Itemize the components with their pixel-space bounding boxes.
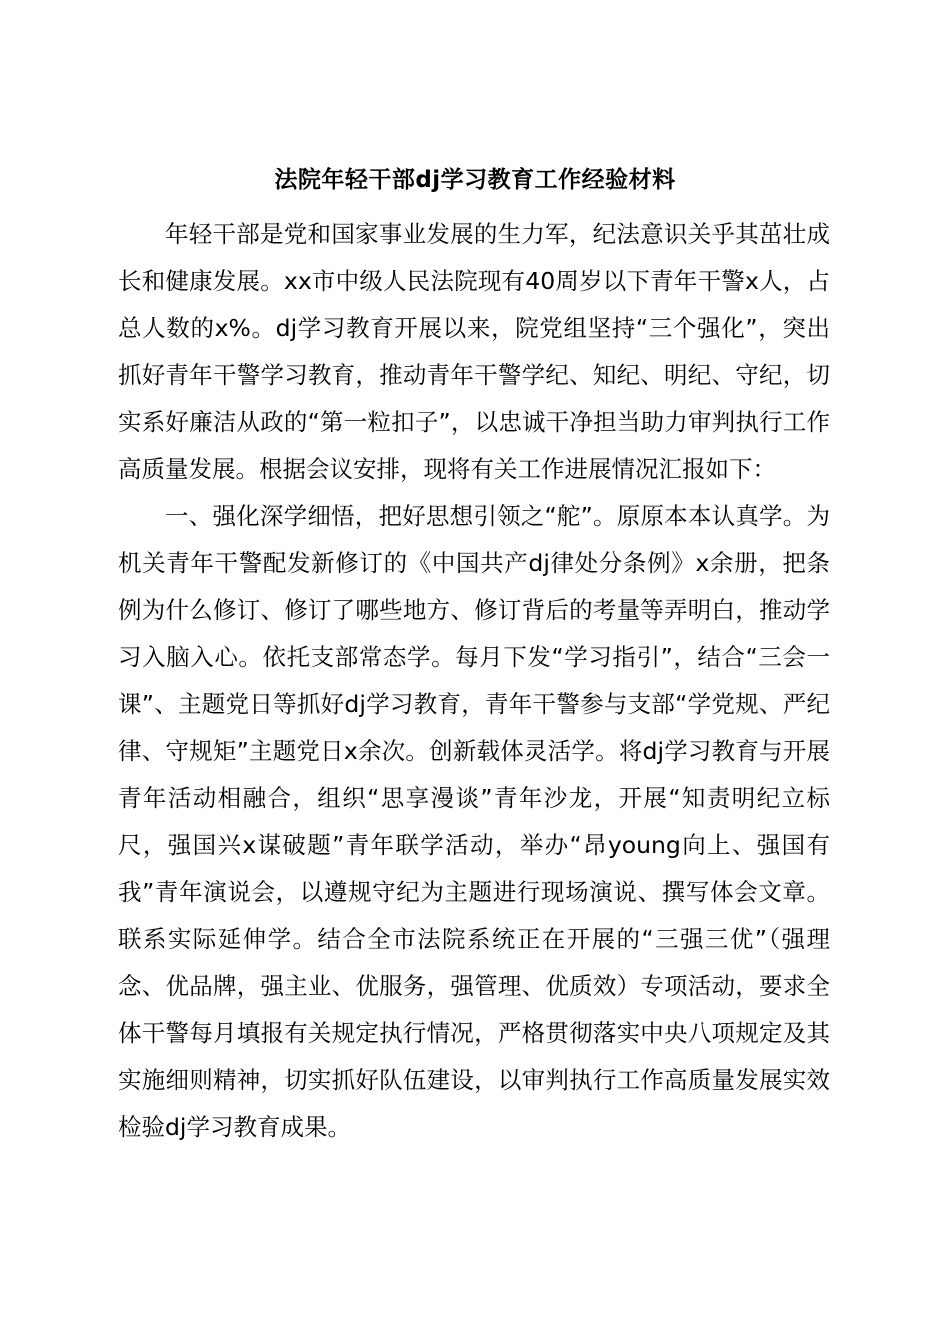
paragraph-intro: 年轻干部是党和国家事业发展的生力军，纪法意识关乎其茁壮成长和健康发展。xx市中级人民法院现有40周岁以下青年干警x人，占总人数的x%。dj学习教育开展以来，院党组坚持“三个强化”，突出抓好青年干警学习教育，推动青年干警学纪、知纪、明纪、守纪，切实系好廉洁从政的“第一粒扣子”，以忠诚干净担当助力审判执行工作高质量发展。根据会议安排，现将有关工作进展情况汇报如下： <box>118 220 830 483</box>
document-body <box>118 211 830 1151</box>
paragraph-section-one: 一、强化深学细悟，把好思想引领之“舵”。原原本本认真学。为机关青年干警配发新修订的《中国共产dj律处分条例》x余册，把条例为什么修订、修订了哪些地方、修订背后的考量等弄明白，推动学习入脑入心。依托支部常态学。每月下发“学习指引”，结合“三会一课”、主题党日等抓好dj学习教育，青年干警参与支部“学党规、严纪律、守规矩”主题党日x余次。创新载体灵活学。将dj学习教育与开展青年活动相融合，组织“思享漫谈”青年沙龙，开展“知责明纪立标尺，强国兴x谋破题”青年联学活动，举办“昂young向上、强国有我”青年演说会，以遵规守纪为主题进行现场演说、撰写体会文章。联系实际延伸学。结合全市法院系统正在开展的“三强三优”（强理念、优品牌，强主业、优服务，强管理、优质效）专项活动，要求全体干警每月填报有关规定执行情况，严格贯彻落实中央八项规定及其实施细则精神，切实抓好队伍建设，以审判执行工作高质量发展实效检验dj学习教育成果。 <box>118 502 830 1141</box>
document-title: 法院年轻干部dj学习教育工作经验材料 <box>274 167 676 193</box>
